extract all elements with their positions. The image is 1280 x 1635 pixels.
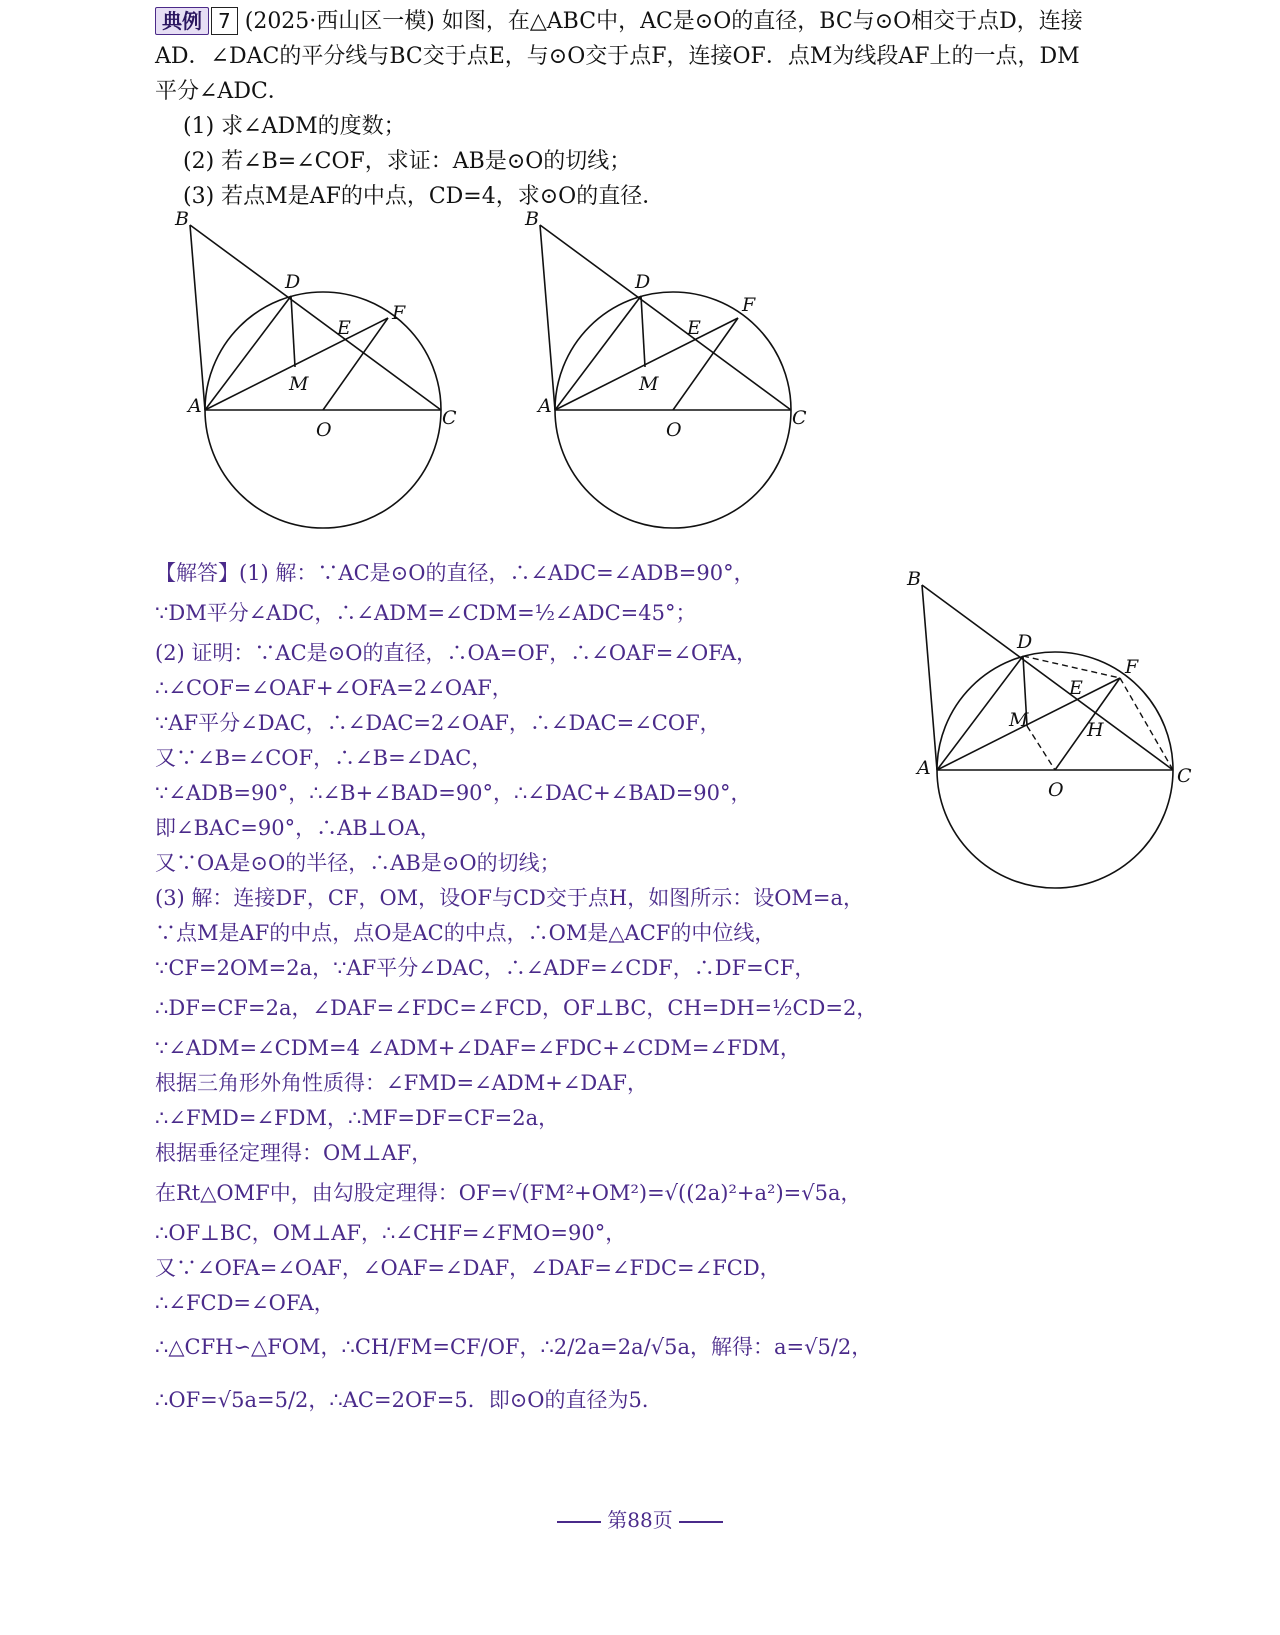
solution-line: ∵CF=2OM=2a，∵AF平分∠DAC，∴∠ADF=∠CDF，∴DF=CF，	[155, 956, 816, 980]
footer-rule-right	[679, 1521, 723, 1523]
solution-block	[155, 556, 955, 1427]
problem-line-1: 典例 7 (2025·西山区一模) 如图，在△ABC中，AC是⊙O的直径，BC与⊙O相交于点D，连接	[155, 4, 1140, 39]
question-3: (3) 若点M是AF的中点，CD=4，求⊙O的直径．	[183, 184, 665, 209]
solution-line: 又∵OA是⊙O的半径，∴AB是⊙O的切线；	[155, 851, 561, 875]
segment-ab	[540, 225, 555, 410]
solution-line: ∴OF⊥BC，OM⊥AF，∴∠CHF=∠FMO=90°，	[155, 1221, 627, 1245]
solution-line: 即∠BAC=90°，∴AB⊥OA，	[155, 816, 441, 840]
example-tag: 典例	[155, 7, 209, 35]
solution-line: (3) 解：连接DF，CF，OM，设OF与CD交于点H，如图所示：设OM=a，	[155, 886, 865, 910]
geometry-figure-2	[520, 210, 830, 540]
segment-ad	[555, 296, 641, 410]
solution-line: ∴OF=√5a=5/2，∴AC=2OF=5．即⊙O的直径为5．	[155, 1388, 663, 1412]
geometry-figure-1	[170, 210, 480, 540]
segment-ad	[205, 296, 291, 410]
label-e: E	[1069, 677, 1083, 699]
segment-cf	[1120, 678, 1173, 770]
solution-line: ∵DM平分∠ADC，∴∠ADM=∠CDM=½∠ADC=45°；	[155, 601, 697, 625]
label-o: O	[666, 419, 682, 441]
segment-af	[555, 318, 738, 410]
label-b: B	[907, 568, 921, 590]
segment-om	[1027, 726, 1055, 770]
solution-line: ∴∠COF=∠OAF+∠OFA=2∠OAF，	[155, 676, 513, 700]
label-m: M	[639, 373, 659, 395]
page-footer	[0, 1504, 1280, 1533]
label-f: F	[742, 294, 756, 316]
solution-line: ∵∠ADM=∠CDM=4 ∠ADM+∠DAF=∠FDC+∠CDM=∠FDM，	[155, 1036, 801, 1060]
label-b: B	[525, 210, 539, 230]
label-a: A	[917, 757, 931, 779]
solution-line: ∵点M是AF的中点，点O是AC的中点，∴OM是△ACF的中位线，	[155, 921, 776, 945]
problem-line-3: 平分∠ADC．	[155, 79, 290, 104]
solution-line: ∵AF平分∠DAC，∴∠DAC=2∠OAF，∴∠DAC=∠COF，	[155, 711, 721, 735]
label-o: O	[1048, 779, 1064, 801]
solution-line: ∴△CFH∽△FOM，∴CH/FM=CF/OF，∴2/2a=2a/√5a，解得：a=√5/2，	[155, 1335, 873, 1359]
label-c: C	[792, 407, 807, 429]
segment-ab	[190, 225, 205, 410]
segment-dm	[291, 296, 295, 367]
solution-line: 又∵∠B=∠COF，∴∠B=∠DAC，	[155, 746, 493, 770]
problem-line-2: AD．∠DAC的平分线与BC交于点E，与⊙O交于点F，连接OF．点M为线段AF上的一点，DM	[155, 44, 1080, 69]
label-m: M	[289, 373, 309, 395]
solution-line: 根据三角形外角性质得：∠FMD=∠ADM+∠DAF，	[155, 1071, 648, 1095]
segment-df	[1023, 656, 1120, 678]
label-f: F	[392, 302, 406, 324]
solution-line: 在Rt△OMF中，由勾股定理得：OF=√(FM²+OM²)=√((2a)²+a²)=√5a，	[155, 1181, 862, 1205]
label-c: C	[442, 407, 457, 429]
question-1: (1) 求∠ADM的度数；	[183, 114, 406, 139]
solution-line: ∴DF=CF=2a，∠DAF=∠FDC=∠FCD，OF⊥BC，CH=DH=½CD=2，	[155, 996, 878, 1020]
solution-line: ∵∠ADB=90°，∴∠B+∠BAD=90°，∴∠DAC+∠BAD=90°，	[155, 781, 752, 805]
segment-bc	[540, 225, 791, 410]
solution-line: ∴∠FCD=∠OFA，	[155, 1291, 335, 1315]
label-c: C	[1177, 765, 1192, 787]
label-e: E	[337, 317, 351, 339]
solution-line: 根据垂径定理得：OM⊥AF，	[155, 1141, 433, 1165]
label-o: O	[316, 419, 332, 441]
solution-line: 【解答】(1) 解：∵AC是⊙O的直径，∴∠ADC=∠ADB=90°，	[155, 561, 755, 585]
question-2: (2) 若∠B=∠COF，求证：AB是⊙O的切线；	[183, 149, 632, 174]
solution-line: ∴∠FMD=∠FDM，∴MF=DF=CF=2a，	[155, 1106, 560, 1130]
label-h: H	[1087, 719, 1104, 741]
label-d: D	[1017, 631, 1033, 653]
segment-dm	[641, 296, 645, 367]
label-m: M	[1009, 709, 1029, 731]
label-a: A	[538, 395, 552, 417]
label-b: B	[175, 210, 189, 230]
footer-rule-left	[557, 1521, 601, 1523]
problem-statement	[155, 4, 1140, 214]
page-number: 第88页	[607, 1508, 673, 1532]
label-a: A	[188, 395, 202, 417]
label-d: D	[285, 271, 301, 293]
segment-af	[205, 318, 388, 410]
label-f: F	[1125, 656, 1139, 678]
solution-line: 又∵∠OFA=∠OAF，∠OAF=∠DAF，∠DAF=∠FDC=∠FCD，	[155, 1256, 781, 1280]
label-e: E	[687, 317, 701, 339]
label-d: D	[635, 271, 651, 293]
example-number: 7	[211, 7, 238, 35]
solution-line: (2) 证明：∵AC是⊙O的直径，∴OA=OF，∴∠OAF=∠OFA，	[155, 641, 758, 665]
